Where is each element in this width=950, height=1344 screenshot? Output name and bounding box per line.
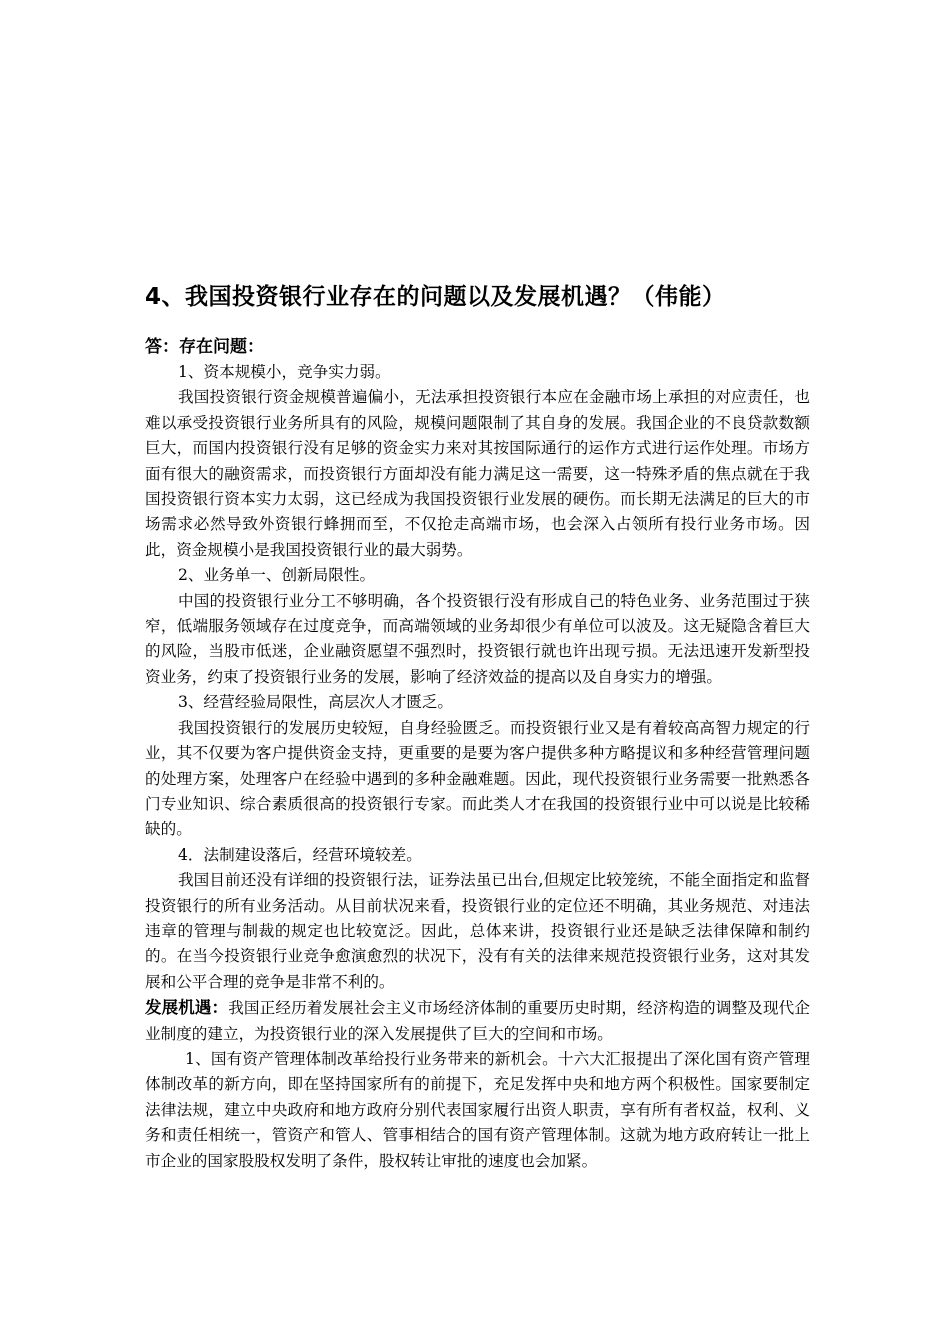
problem-body-4: 我国目前还没有详细的投资银行法，证券法虽已出台,但规定比较笼统，不能全面指定和监督投资银行的所有业务活动。从目前状况来看，投资银行业的定位还不明确，其业务规范、对违法违章的管理与制裁的规定也比较宽泛。因此，总体来讲，投资银行业还是缺乏法律保障和制约的。在当今投资银行业竞争愈演愈烈的状况下，没有有关的法律来规范投资银行业务，这对其发展和公平合理的竞争是非常不利的。 bbox=[145, 871, 810, 991]
opportunity-intro: 我国正经历着发展社会主义市场经济体制的重要历史时期，经济构造的调整及现代企业制度的建立，为投资银行业的深入发展提供了巨大的空间和市场。 bbox=[145, 999, 810, 1043]
problem-heading-4: 4．法制建设落后，经营环境较差。 bbox=[178, 845, 422, 864]
document-body bbox=[145, 334, 810, 1174]
opportunity-label: 发展机遇： bbox=[145, 998, 229, 1018]
answer-heading: 答：存在问题： bbox=[145, 337, 264, 357]
problem-body-2: 中国的投资银行业分工不够明确，各个投资银行没有形成自己的特色业务、业务范围过于狭窄，低端服务领域存在过度竞争，而高端领域的业务却很少有单位可以波及。这无疑隐含着巨大的风险，当股市低迷，企业融资愿望不强烈时，投资银行就也许出现亏损。无法迅速开发新型投资业务，约束了投资银行业务的发展，影响了经济效益的提高以及自身实力的增强。 bbox=[145, 591, 810, 686]
problem-body-3: 我国投资银行的发展历史较短，自身经验匮乏。而投资银行业又是有着较高高智力规定的行业，其不仅要为客户提供资金支持，更重要的是要为客户提供多种方略提议和多种经营管理问题的处理方案，处理客户在经验中遇到的多种金融难题。因此，现代投资银行业务需要一批熟悉各门专业知识、综合素质很高的投资银行专家。而此类人才在我国的投资银行业中可以说是比较稀缺的。 bbox=[145, 718, 810, 839]
problem-heading-3: 3、经营经验局限性，高层次人才匮乏。 bbox=[178, 693, 454, 712]
opportunity-item-1: 1、国有资产管理体制改革给投行业务带来的新机会。十六大汇报提出了深化国有资产管理体制改革的新方向，即在坚持国家所有的前提下，充足发挥中央和地方两个积极性。国家要制定法律法规，建立中央政府和地方政府分别代表国家履行出资人职责，享有所有者权益，权利、义务和责任相统一，管资产和管人、管事相结合的国有资产管理体制。这就为地方政府转让一批上市企业的国家股股权发明了条件，股权转让审批的速度也会加紧。 bbox=[145, 1049, 810, 1170]
opportunity-paragraph bbox=[145, 995, 810, 1047]
problems-section bbox=[145, 360, 810, 995]
problem-heading-1: 1、资本规模小，竞争实力弱。 bbox=[178, 363, 391, 381]
page-title: 4、我国投资银行业存在的问题以及发展机遇？（伟能） bbox=[145, 284, 726, 310]
problem-heading-2: 2、业务单一、创新局限性。 bbox=[178, 566, 376, 585]
problem-body-1: 我国投资银行资金规模普遍偏小，无法承担投资银行本应在金融市场上承担的对应责任，也难以承受投资银行业务所具有的风险，规模问题限制了其自身的发展。我国企业的不良贷款数额巨大，而国内投资银行没有足够的资金实力来对其按国际通行的运作方式进行运作处理。市场方面有很大的融资需求，而投资银行方面却没有能力满足这一需要，这一特殊矛盾的焦点就在于我国投资银行资本实力太弱，这已经成为我国投资银行业发展的硬伤。而长期无法满足的巨大的市场需求必然导致外资银行蜂拥而至，不仅抢走高端市场，也会深入占领所有投行业务市场。因此，资金规模小是我国投资银行业的最大弱势。 bbox=[145, 388, 810, 559]
opportunities-section bbox=[145, 995, 810, 1174]
